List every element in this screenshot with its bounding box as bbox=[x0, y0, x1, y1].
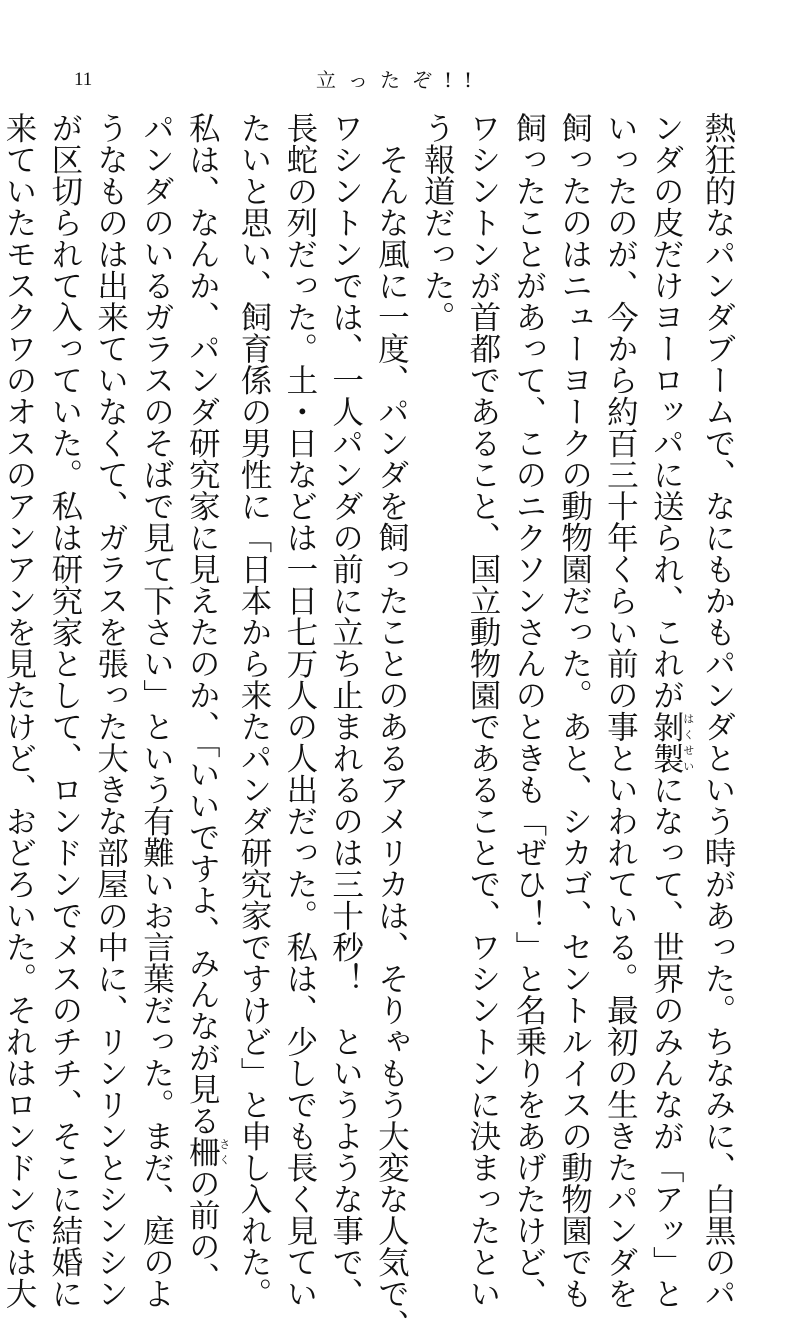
page-number: 11 bbox=[74, 69, 93, 90]
body-text bbox=[0, 112, 740, 1341]
text-column: 熱狂的なパンダブームで、なにもかもパンダという時があった。ちなみに、白黒のパ bbox=[700, 112, 736, 1309]
text-column: そんな風に一度、パンダを飼ったことのあるアメリカは、そりゃもう大変な人気で、 bbox=[373, 112, 410, 1341]
text-column: う報道だった。 bbox=[419, 112, 456, 333]
text-column: ンダの皮だけヨーロッパに送られ、これが剝製はくせいになって、世界のみんなが「アッ」と bbox=[648, 112, 695, 1309]
text-column: が区切られて入っていた。私は研究家として、ロンドンでメスのチチ、そこに結婚に bbox=[46, 112, 83, 1309]
ruby-reading: さく bbox=[217, 1135, 231, 1168]
text-column: ワシントンでは、一人パンダの前に立ち止まれるのは三十秒！ というような事で、 bbox=[327, 112, 364, 1309]
text-column: たいと思い、飼育係の男性に「日本から来たパンダ研究家ですけど」と申し入れた。 bbox=[236, 112, 273, 1309]
running-title: 立ったぞ!! bbox=[315, 68, 485, 92]
ruby-annotation: 柵さく bbox=[184, 1135, 231, 1168]
text-column: ワシントンが首都であること、国立動物園であることで、ワシントンに決まったとい bbox=[465, 112, 502, 1309]
text-column: 長蛇の列だった。土・日などは一日七万人の人出だった。私は、少しでも長く見てい bbox=[281, 112, 318, 1309]
text-column: いったのが、今から約百三十年くらい前の事といわれている。最初の生きたパンダを bbox=[602, 112, 639, 1309]
ruby-annotation: 剝製はくせい bbox=[648, 710, 695, 774]
text-column: 飼ったことがあって、このニクソンさんのときも「ぜひ！」と名乗りをあげたけど、 bbox=[510, 112, 547, 1309]
text-column: パンダのいるガラスのそばで見て下さい」という有難いお言葉だった。まだ、庭のよ bbox=[138, 112, 175, 1309]
text-column: 私は、なんか、パンダ研究家に見えたのか、「いいですよ、みんなが見る柵さくの前の、 bbox=[184, 112, 231, 1294]
text-column: うなものは出来ていなくて、ガラスを張った大きな部屋の中に、リンリンとシンシン bbox=[92, 112, 129, 1309]
text-column: 来ていたモスクワのオスのアンアンを見たけど、おどろいた。それはロンドンでは大 bbox=[1, 112, 38, 1309]
ruby-reading: はくせい bbox=[681, 710, 695, 774]
text-column: 飼ったのはニューヨークの動物園だった。あと、シカゴ、セントルイスの動物園でも bbox=[556, 112, 593, 1309]
